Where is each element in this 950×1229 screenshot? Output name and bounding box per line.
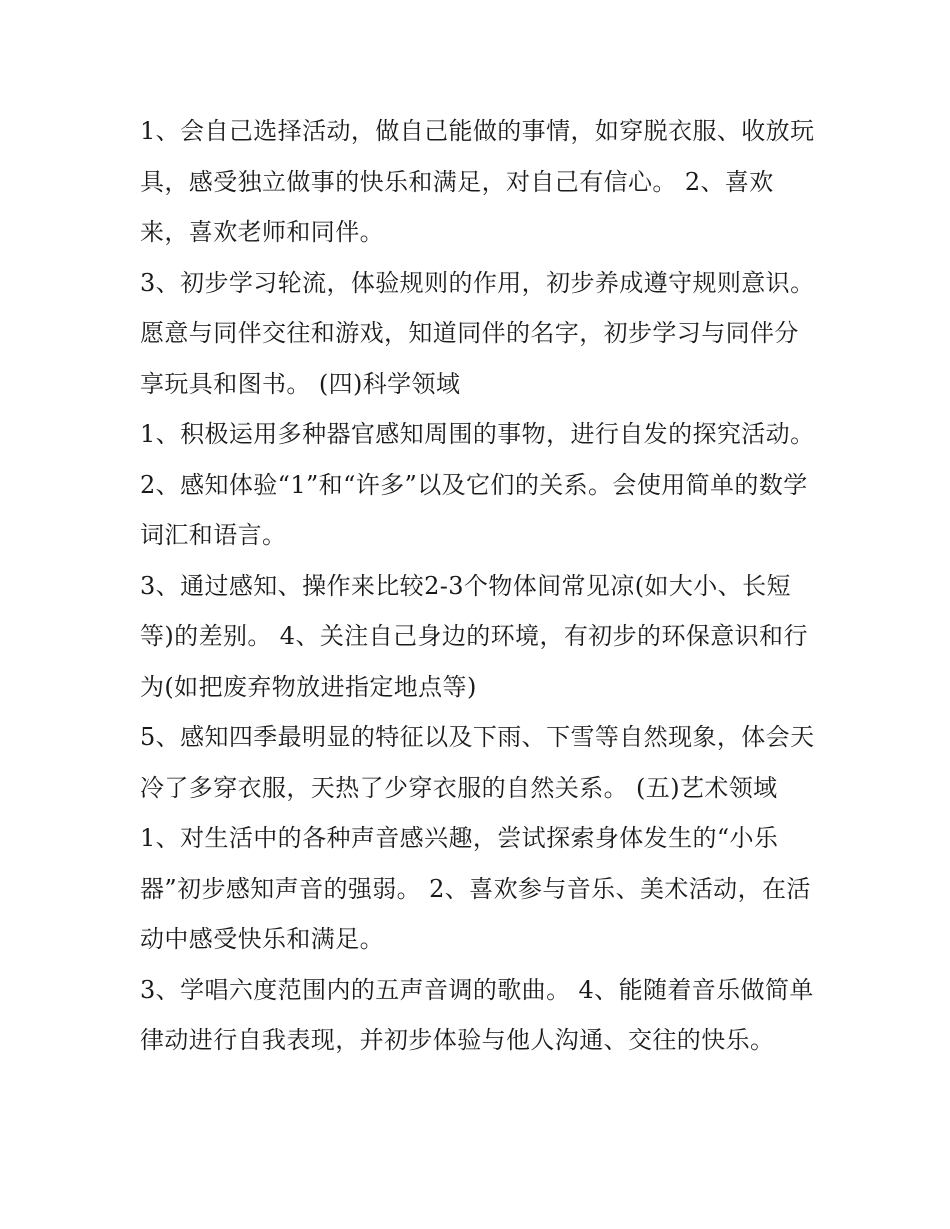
paragraph-2: 3、初步学习轮流，体验规则的作用，初步养成遵守规则意识。愿意与同伴交往和游戏，知道同伴的名字，初步学习与同伴分享玩具和图书。 (四)科学领域 [140,268,815,398]
paragraph-3: 1、积极运用多种器官感知周围的事物，进行自发的探究活动。 2、感知体验“1”和“许多”以及它们的关系。会使用简单的数学词汇和语言。 [140,420,815,549]
paragraph-6: 1、对生活中的各种声音感兴趣，尝试探索身体发生的“小乐器”初步感知声音的强弱。 2、喜欢参与音乐、美术活动，在活动中感受快乐和满足。 [140,824,811,953]
paragraph-4: 3、通过感知、操作来比较2-3个物体间常见凉(如大小、长短等)的差别。 4、关注自己身边的环境，有初步的环保意识和行为(如把废弃物放进指定地点等) [140,571,808,701]
paragraph-1: 1、会自己选择活动，做自己能做的事情，如穿脱衣服、收放玩具，感受独立做事的快乐和满足，对自己有信心。 2、喜欢来，喜欢老师和同伴。 [140,117,815,246]
document-body [140,106,820,1066]
paragraph-7: 3、学唱六度范围内的五声音调的歌曲。 4、能随着音乐做简单律动进行自我表现，并初步体验与他人沟通、交往的快乐。 [140,975,814,1054]
paragraph-5: 5、感知四季最明显的特征以及下雨、下雪等自然现象，体会天冷了多穿衣服，天热了少穿衣服的自然关系。 (五)艺术领域 [140,723,815,802]
